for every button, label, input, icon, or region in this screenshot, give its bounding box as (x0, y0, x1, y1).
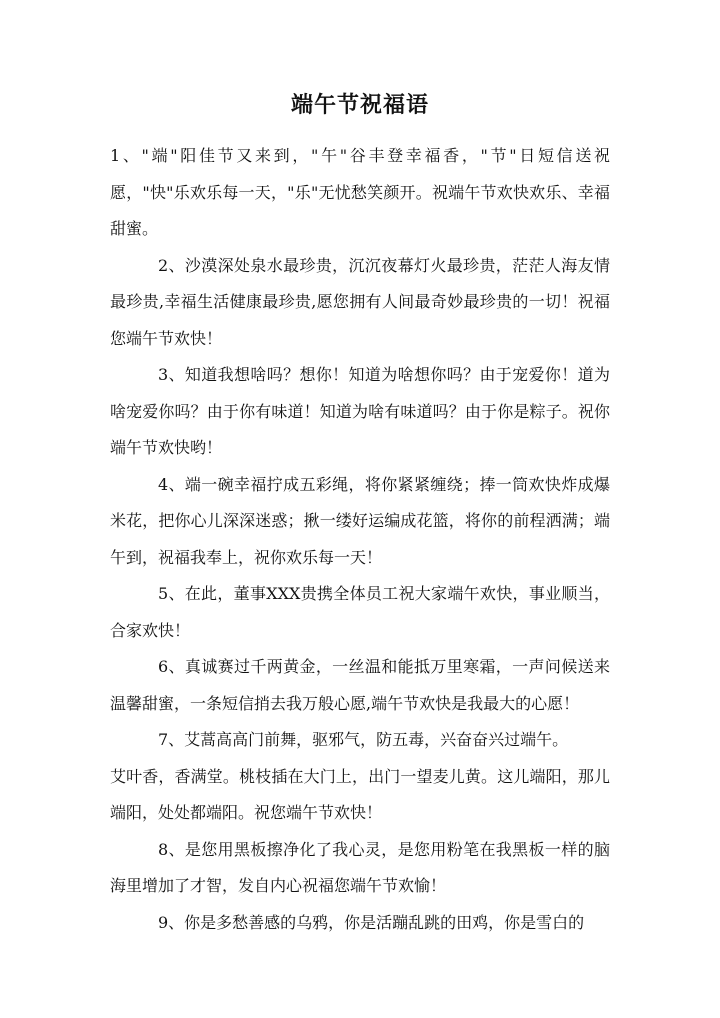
paragraph-7: 7、艾蒿高高门前舞，驱邪气，防五毒，兴奋奋兴过端午。 (158, 730, 569, 749)
paragraph-9: 9、你是多愁善感的乌鸦，你是活蹦乱跳的田鸡，你是雪白的 (158, 912, 585, 932)
paragraph-1: 1、"端"阳佳节又来到，"午"谷丰登幸福香，"节"日短信送祝愿，"快"乐欢乐每一天，"乐"无忧愁笑颜开。祝端午节欢快欢乐、幸福甜蜜。 (110, 146, 610, 238)
paragraph-3: 3、知道我想啥吗？想你！知道为啥想你吗？由于宠爱你！道为啥宠爱你吗？由于你有味道！知道为啥有味道吗？由于你是粽子。祝你端午节欢快哟！ (110, 365, 610, 457)
paragraph-5: 5、在此，董事XXX贵携全体员工祝大家端午欢快，事业顺当，合家欢快！ (110, 584, 610, 640)
paragraph-7-continued: 艾叶香，香满堂。桃枝插在大门上，出门一望麦儿黄。这儿端阳，那儿端阳，处处都端阳。祝您端午节欢快！ (110, 766, 610, 822)
paragraph-4: 4、端一碗幸福拧成五彩绳，将你紧紧缠绕；捧一筒欢快炸成爆米花，把你心儿深深迷惑；揪一缕好运编成花篮，将你的前程洒满；端午到，祝福我奉上，祝你欢乐每一天！ (110, 474, 610, 567)
paragraph-6: 6、真诚赛过千两黄金，一丝温和能抵万里寒霜，一声问候送来温馨甜蜜，一条短信捎去我万般心愿,端午节欢快是我最大的心愿！ (110, 657, 610, 713)
document-title: 端午节祝福语 (290, 92, 429, 118)
paragraph-8: 8、是您用黑板擦净化了我心灵，是您用粉笔在我黑板一样的脑海里增加了才智，发自内心祝福您端午节欢愉！ (110, 839, 610, 895)
paragraph-2: 2、沙漠深处泉水最珍贵，沉沉夜幕灯火最珍贵，茫茫人海友情最珍贵,幸福生活健康最珍贵,愿您拥有人间最奇妙最珍贵的一切！祝福您端午节欢快！ (110, 255, 610, 348)
document-body (110, 138, 610, 941)
